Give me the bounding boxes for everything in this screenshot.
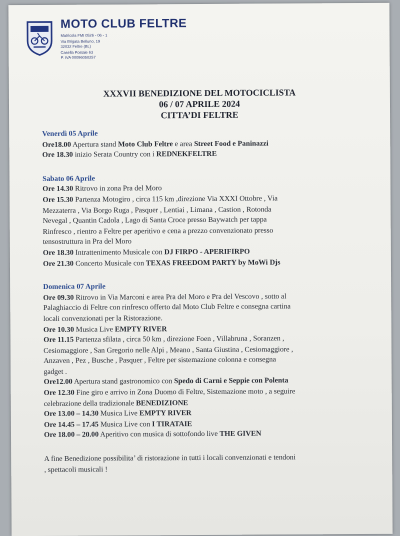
- program-text: Intrattenimento Musicale con: [73, 247, 165, 257]
- program-text: Palaghiaccio di Feltre con rinfresco offerto dal Moto Club Feltre e consegna cartina: [43, 301, 291, 313]
- program-text: Apertura stand gastronomico con: [72, 376, 175, 387]
- program-highlight: Ore 18.00 – 20.00: [43, 430, 99, 440]
- program-line: [43, 256, 379, 269]
- address-line: Via Brigata Belluno, 19: [60, 38, 101, 44]
- program-highlight: Ore 21.30: [42, 258, 74, 268]
- program-line: [42, 148, 378, 161]
- program-text: e area: [172, 138, 195, 148]
- program-highlight: Ore 14.30: [42, 184, 74, 194]
- closing-line: A fine Benedizione possibilita’ di ristorazione in tutti i locali convenzionati e tendoni: [44, 452, 296, 463]
- address-line: Casella Postale 63: [60, 49, 94, 55]
- program-text: Rinfresco , rientro a Feltre per aperitivo e cena a prezzo convenzionato presso: [42, 225, 274, 236]
- program-text: tensostruttura in Pra del Moro: [42, 236, 132, 247]
- program-highlight: DJ FIRPO - APERIFIRPO: [164, 246, 250, 257]
- program-highlight: Ore 18.30: [42, 149, 73, 160]
- program-highlight: THE GIVEN: [219, 429, 262, 439]
- day-heading: Venerdì 05 Aprile: [42, 128, 98, 138]
- program-text: locali convenzionati per la Ristorazione.: [43, 313, 163, 323]
- program-highlight: Ore 13.00 – 14.30: [43, 408, 99, 419]
- program-day-section: [42, 127, 378, 161]
- address-line: P. IVA 00096050257: [60, 54, 96, 60]
- address-line: 32032 Feltre (BL): [60, 43, 91, 49]
- club-address: [61, 33, 108, 61]
- program-text: Cesiomaggiore , San Gregorio nelle Alpi , Meano , Santa Giustina , Cesiomaggiore ,: [43, 344, 294, 355]
- program-text: Partenza Motogiro , circa 115 km ,direzione Via XXXI Ottobre , Via: [73, 193, 278, 204]
- program-text: Anzaven , Pez , Busche , Pasquer , Feltre per sistemazione colonna e consegna: [43, 354, 277, 366]
- program-text: Aperitivo con musica di sottofondo live: [98, 429, 220, 440]
- moto-club-logo: [24, 19, 54, 57]
- program-highlight: Ore 11.15: [43, 334, 74, 345]
- program-text: Mezzaterra , Via Borgo Ruga , Pasquer , Lentiai , Limana , Castion , Rotonda: [42, 204, 272, 215]
- address-line: Matricola FMI 0526 - 06 - 1: [60, 32, 108, 38]
- event-city: CITTA’DI FELTRE: [160, 109, 239, 121]
- program-highlight: BENEDIZIONE: [135, 397, 189, 408]
- program-highlight: Ore 10.30: [43, 324, 75, 334]
- program-day-section: [42, 172, 379, 269]
- program-highlight: Street Food e Paninazzi: [194, 138, 269, 148]
- program-highlight: Ore 15.30: [42, 194, 74, 204]
- event-dates: 06 / 07 APRILE 2024: [158, 98, 241, 110]
- program-text: Partenza sfilata , circa 50 km , direzione Foen , Villabruna , Soranzen ,: [73, 333, 285, 344]
- program-text: Ritrovo in zona Pra del Moro: [73, 183, 162, 194]
- program-highlight: EMPTY RIVER: [139, 408, 192, 418]
- program-highlight: EMPTY RIVER: [114, 323, 167, 334]
- closing-line: , spettacoli musicali !: [44, 464, 108, 474]
- closing-note: [44, 452, 380, 475]
- event-title: XXXVII BENEDIZIONE DEL MOTOCICLISTA: [103, 87, 296, 99]
- program-highlight: Ore 09.30: [43, 292, 74, 302]
- program-text: Fine giro e arrivo in Zona Duomo di Feltre, Sistemazione moto , a seguire: [74, 386, 296, 397]
- program-text: gadget .: [43, 366, 68, 376]
- event-header: [9, 87, 390, 122]
- event-program: [42, 127, 380, 475]
- program-text: Musica Live: [73, 324, 115, 334]
- program-line: [44, 428, 380, 441]
- program-day-section: [43, 280, 380, 441]
- program-highlight: Ore 12.30: [43, 387, 75, 398]
- program-text: Apertura stand: [71, 139, 119, 149]
- program-text: Musica Live: [98, 408, 140, 418]
- program-text: Nevegal , Quantin Cadola , Lago di Santa Croce presso Baywatch per tappa: [42, 214, 267, 226]
- program-text: inizio Serata Country con i: [72, 149, 157, 159]
- event-flyer-sheet: [8, 3, 392, 536]
- program-highlight: Ore 18.30: [42, 247, 74, 257]
- program-highlight: Spedo di Carni e Seppie con Polenta: [174, 375, 289, 386]
- day-heading: Domenica 07 Aprile: [43, 281, 106, 292]
- program-highlight: Ore 14.45 – 17.45: [43, 419, 99, 429]
- program-text: Concerto Musicale con: [73, 257, 146, 268]
- day-heading: Sabato 06 Aprile: [42, 173, 96, 183]
- program-text: Musica Live con: [98, 419, 153, 429]
- program-text: celebrazione della tradizionale: [43, 398, 136, 408]
- program-highlight: Ore12.00: [43, 377, 73, 387]
- program-highlight: I TIRATAIE: [151, 418, 193, 429]
- program-highlight: Moto Club Feltre: [118, 138, 173, 149]
- program-text: Ritrovo in Via Marconi e area Pra del Moro e Pra del Vescovo , sotto al: [73, 291, 287, 302]
- program-highlight: Ore18.00: [42, 139, 72, 149]
- program-highlight: TEXAS FREEDOM PARTY by MoWi Djs: [145, 257, 281, 267]
- club-name: MOTO CLUB FELTRE: [60, 16, 187, 31]
- program-highlight: REDNEKFELTRE: [156, 149, 217, 159]
